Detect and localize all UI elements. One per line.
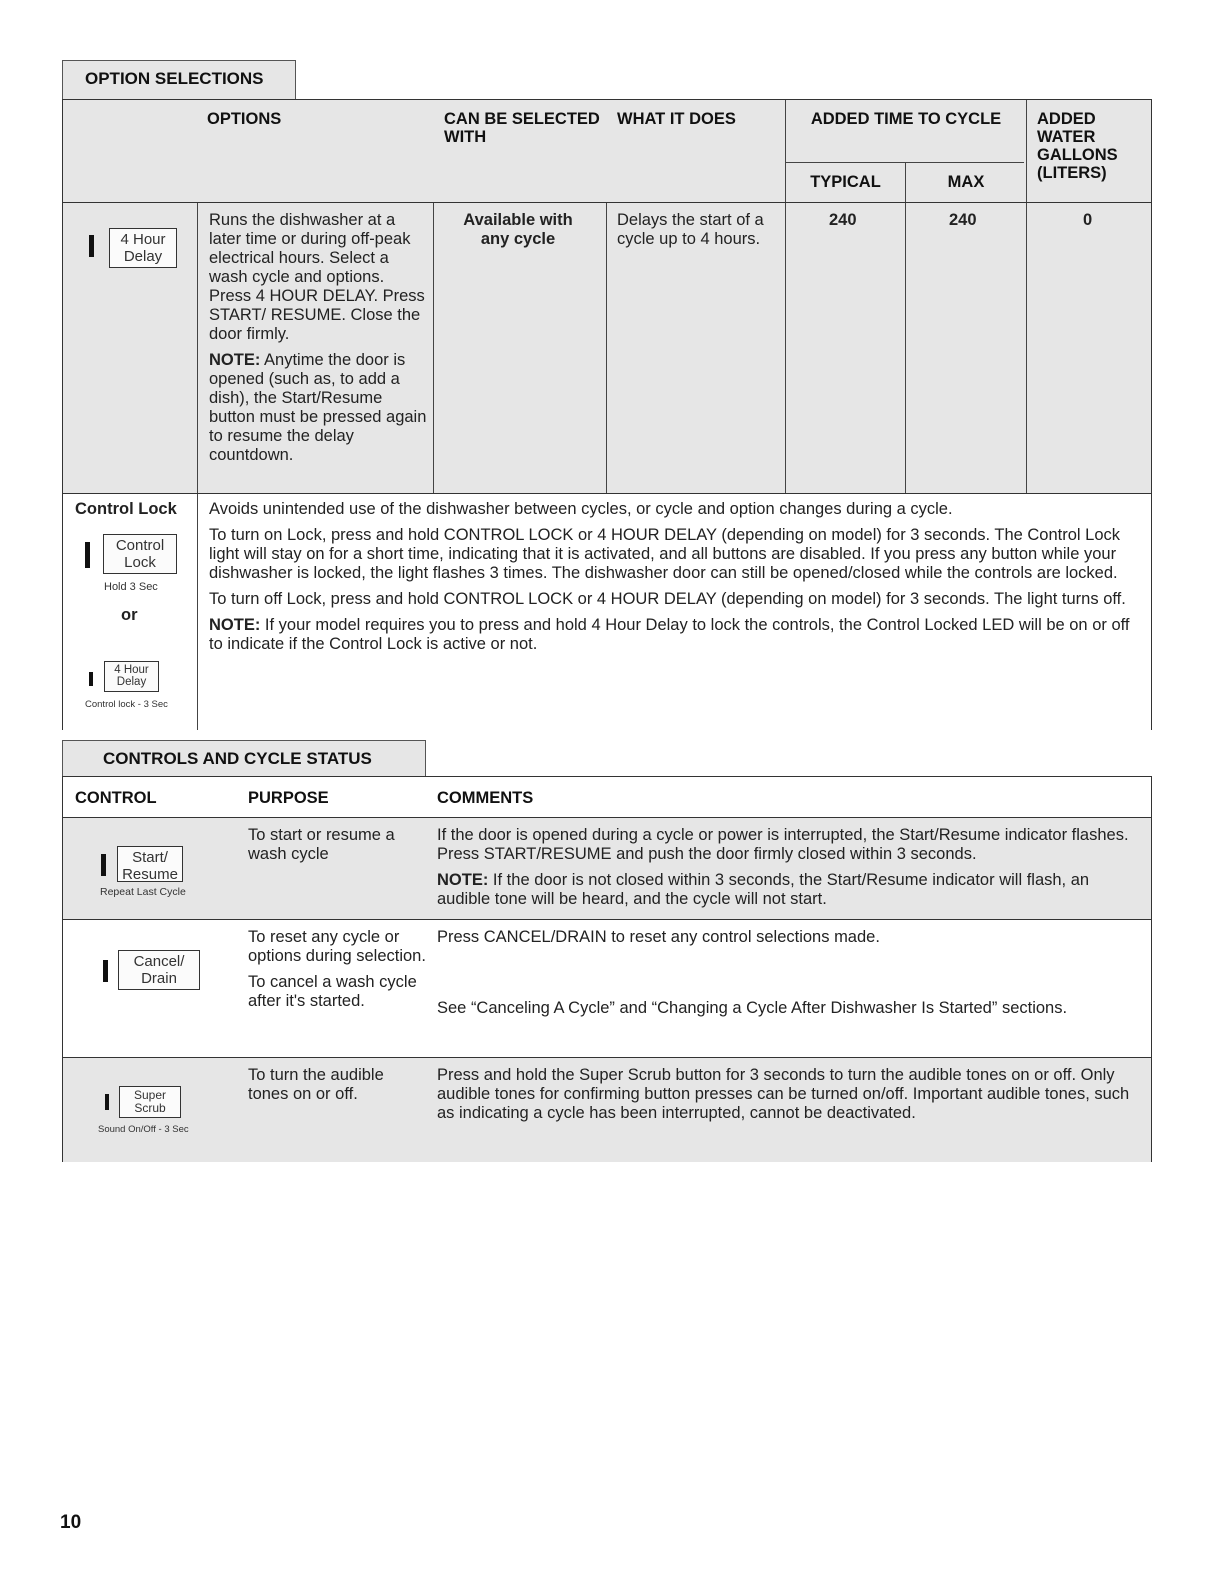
or-label: or [121,606,138,624]
header-typical: TYPICAL [810,173,881,191]
control-lock-row [63,494,1151,730]
header-what-it-does: WHAT IT DOES [617,110,736,128]
header-can-be-selected: CAN BE SELECTED WITH [444,110,600,146]
super-scrub-comment: Press and hold the Super Scrub button for 3 seconds to turn the audible tones on or off. Only audible tones for confirming button presses can be turned on/off. Important audible tones, such as indicating a cycle has been interrupted, cannot be deactivated. [437,1066,1130,1122]
super-scrub-led-indicator [105,1094,109,1110]
controls-header-row [63,777,1151,817]
delay-added-water: 0 [1083,211,1093,229]
start-resume-caption: Repeat Last Cycle [100,886,186,898]
header-added-time: ADDED TIME TO CYCLE [810,110,1002,128]
super-scrub-button[interactable]: Super Scrub [119,1086,181,1118]
page-number: 10 [60,1512,82,1533]
cancel-drain-row [63,920,1151,1057]
option-selections-title: OPTION SELECTIONS [62,60,296,100]
control-lock-description: Avoids unintended use of the dishwasher between cycles, or cycle and option changes during a cycle. To turn on Lock, press and hold CONTROL LOCK or 4 HOUR DELAY (depending on model) for 3 seconds. The Control Lock light will stay on for a short time, indicating that it is activated, and all buttons are disabled. If you press any button while your dishwasher is locked, the light flashes 3 times. The dishwasher door can still be opened/closed while the controls are locked. To turn off Lock, press and hold CONTROL LOCK or 4 HOUR DELAY (depending on model) for 3 seconds. The light turns off. NOTE: If your model requires you to press and hold 4 Hour Delay to lock the controls, the Control Locked LED will be on or off to indicate if the Control Lock is active or not. [209,500,1130,653]
header-purpose: PURPOSE [248,789,329,807]
delay-lock-caption: Control lock - 3 Sec [85,699,168,710]
control-lock-caption: Hold 3 Sec [104,581,158,593]
controls-status-table [62,776,1152,1162]
super-scrub-caption: Sound On/Off - 3 Sec [98,1124,189,1135]
delay-max-time: 240 [949,211,977,229]
delay-lock-led-indicator [89,672,93,686]
delay-lock-button[interactable]: 4 Hour Delay [104,661,159,692]
start-resume-led-indicator [101,854,106,876]
header-comments: COMMENTS [437,789,534,807]
cancel-drain-comment-cancel: See “Canceling A Cycle” and “Changing a Cycle After Dishwasher Is Started” sections. [437,999,1068,1017]
cancel-drain-led-indicator [103,960,108,982]
cancel-drain-button[interactable]: Cancel/ Drain [118,950,200,990]
control-lock-led-indicator [85,542,90,568]
header-options: OPTIONS [207,110,282,128]
super-scrub-purpose: To turn the audible tones on or off. [248,1066,384,1103]
delay-option-row [63,203,1151,493]
start-resume-comment: If the door is opened during a cycle or power is interrupted, the Start/Resume indicator flashes. Press START/RESUME and push the door firmly closed within 3 seconds. NOTE: If the door is not closed within 3 seconds, the Start/Resume indicator will flash, an audible tone will be heard, and the cycle will not start. [437,826,1129,908]
delay-button[interactable]: 4 Hour Delay [109,228,177,268]
controls-status-title: CONTROLS AND CYCLE STATUS [62,740,426,777]
options-header-row [63,100,1151,202]
delay-what-it-does: Delays the start of a cycle up to 4 hours. [617,211,764,248]
delay-typical-time: 240 [829,211,857,229]
delay-description: Runs the dishwasher at a later time or during off-peak electrical hours. Select a wash cycle and options. Press 4 HOUR DELAY. Press START/ RESUME. Close the door firmly. NOTE: Anytime the door is opened (such as, to add a dish), the Start/Resume button must be pressed again to resume the delay countdown. [209,211,427,464]
header-added-water: ADDED WATER GALLONS (LITERS) [1037,110,1118,182]
cancel-drain-comment-reset: Press CANCEL/DRAIN to reset any control selections made. [437,928,880,946]
start-resume-button[interactable]: Start/ Resume [117,846,183,882]
super-scrub-row [63,1058,1151,1162]
cancel-drain-purpose: To reset any cycle or options during selection. To cancel a wash cycle after it's started. [248,928,426,1010]
start-resume-row [63,818,1151,919]
delay-led-indicator [89,235,94,257]
header-control: CONTROL [75,789,157,807]
delay-can-be-selected: Available with any cycle [463,211,573,248]
control-lock-label: Control Lock [75,500,177,518]
control-lock-button[interactable]: Control Lock [103,534,177,574]
header-max: MAX [947,173,985,191]
option-selections-table [62,99,1152,730]
start-resume-purpose: To start or resume a wash cycle [248,826,395,863]
